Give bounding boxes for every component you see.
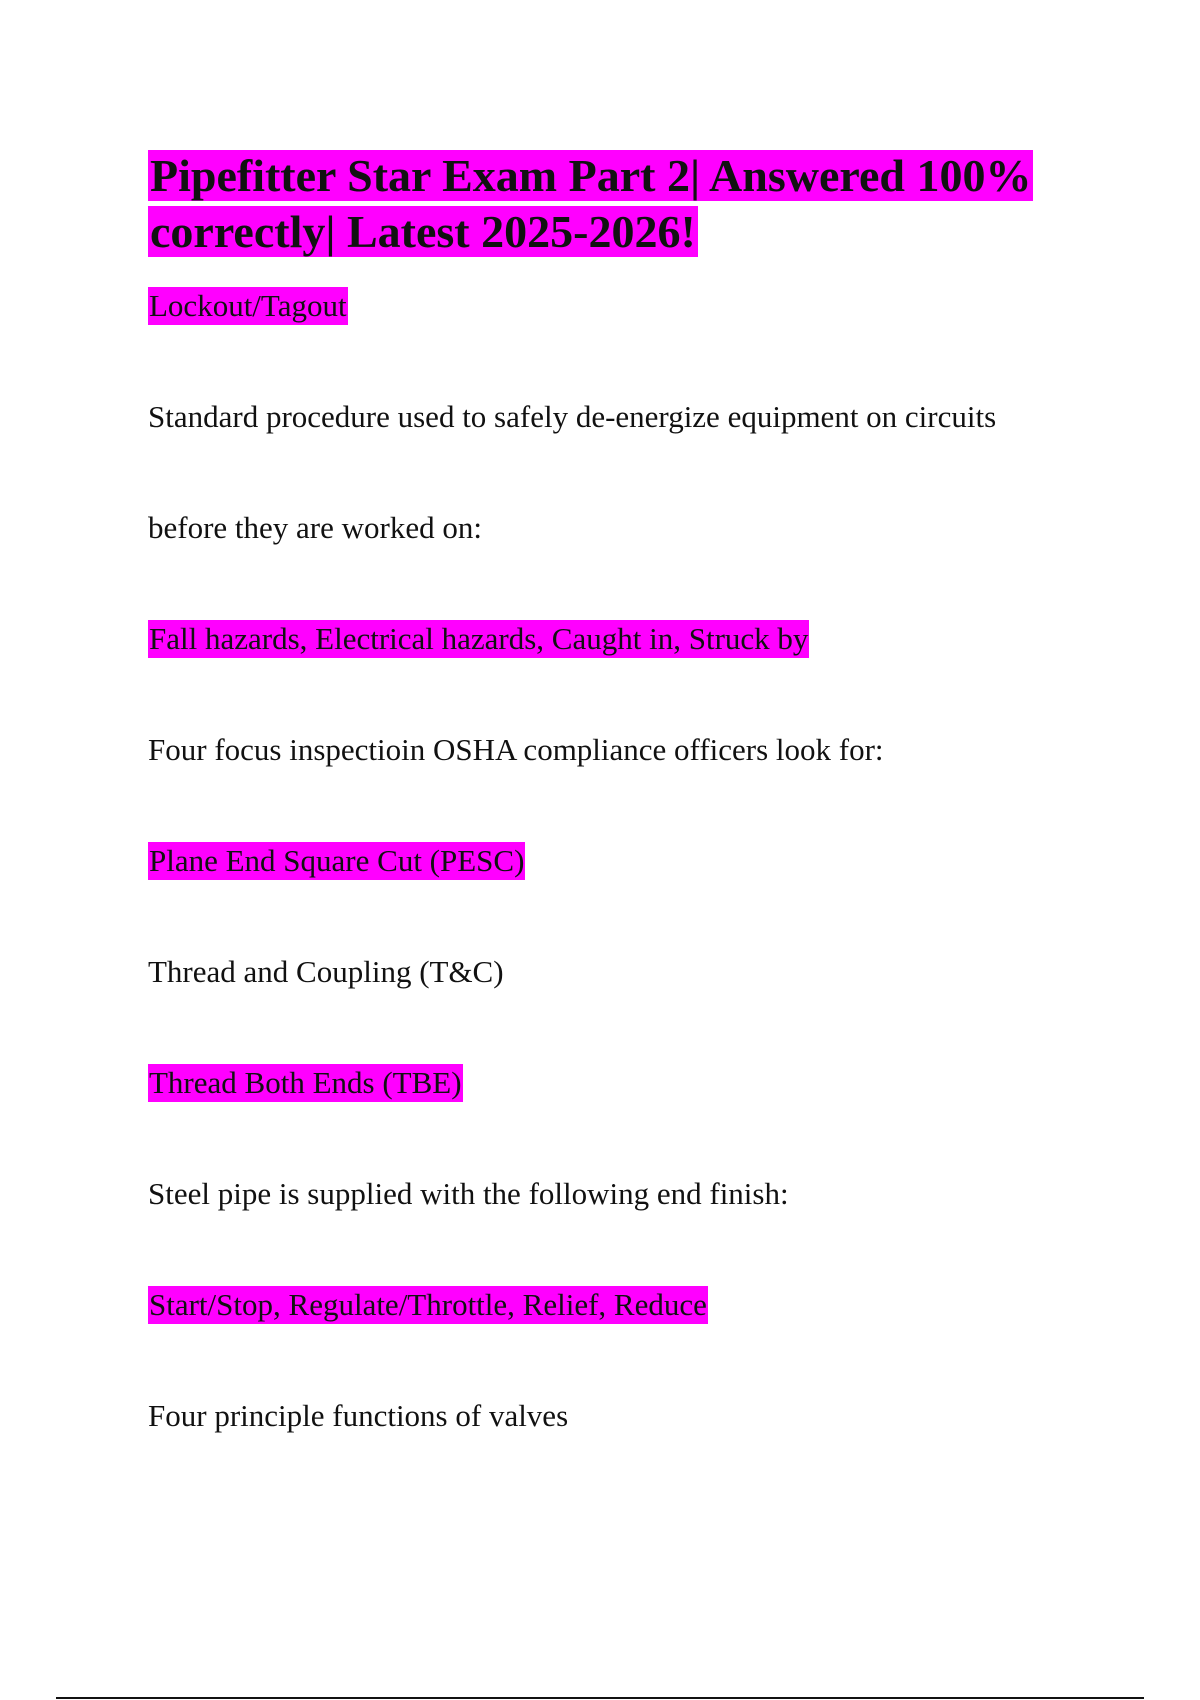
question-line: Standard procedure used to safely de-energize equipment on circuits <box>148 399 997 434</box>
answer-line: Start/Stop, Regulate/Throttle, Relief, Reduce <box>149 1287 707 1322</box>
question-line: before they are worked on: <box>148 510 482 545</box>
document-title-text: Pipefitter Star Exam Part 2| Answered 100% correctly| Latest 2025-2026! <box>150 150 1032 257</box>
question-line: Thread and Coupling (T&C) <box>148 954 504 989</box>
question-line: Steel pipe is supplied with the following end finish: <box>148 1176 789 1211</box>
answer-line: Plane End Square Cut (PESC) <box>149 843 525 878</box>
answer-line: Fall hazards, Electrical hazards, Caught in, Struck by <box>149 621 809 656</box>
bottom-divider <box>56 1697 1144 1699</box>
question-line: Four focus inspectioin OSHA compliance officers look for: <box>148 732 884 767</box>
answer-line: Thread Both Ends (TBE) <box>149 1065 462 1100</box>
question-line: Four principle functions of valves <box>148 1398 569 1433</box>
answer-line: Lockout/Tagout <box>149 288 347 323</box>
document-title <box>148 148 1088 260</box>
